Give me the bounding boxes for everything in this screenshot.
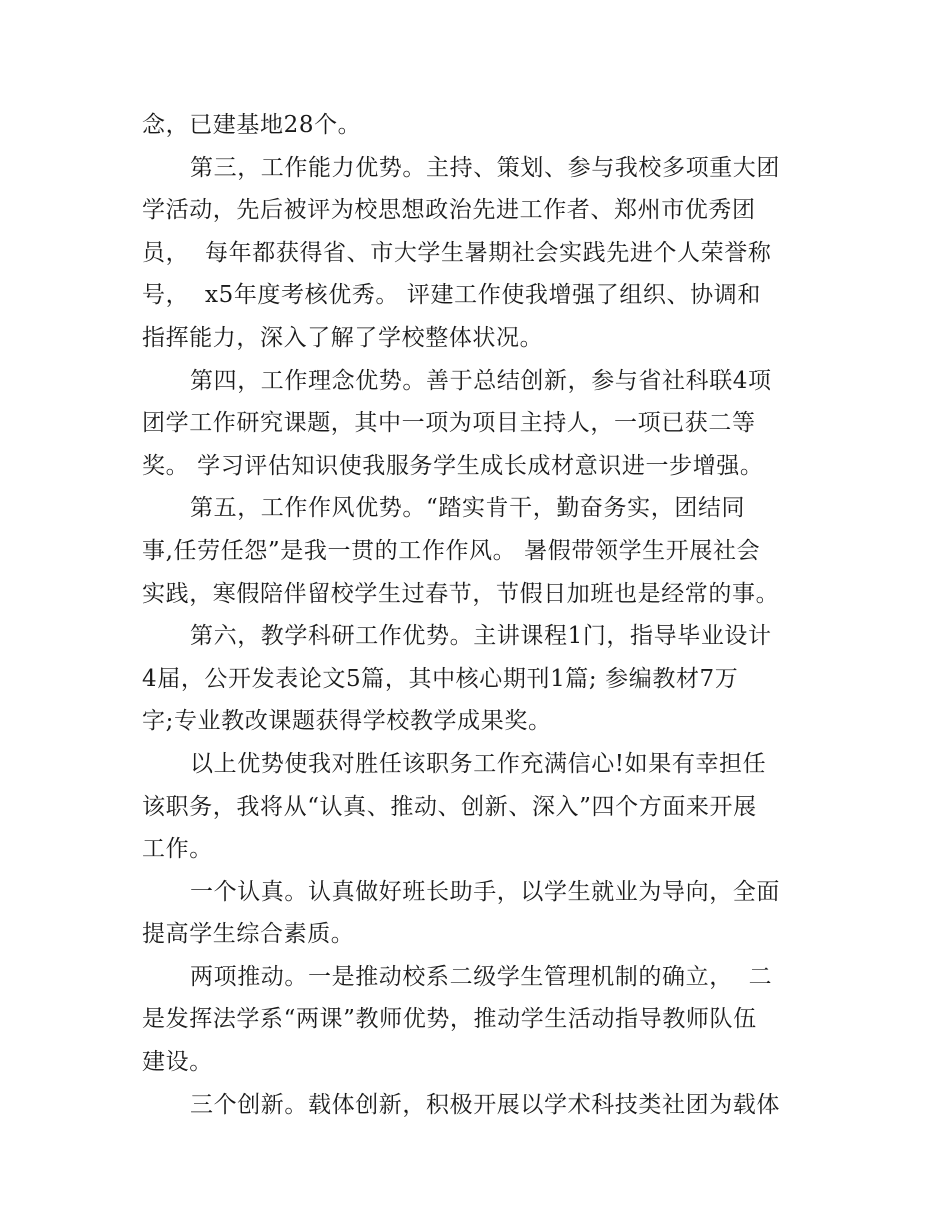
- text-line: 三个创新。载体创新，积极开展以学术科技类社团为载体: [190, 1091, 780, 1118]
- text-line: 工作。: [142, 836, 213, 863]
- text-line: 号， x5年度考核优秀。 评建工作使我增强了组织、协调和: [142, 282, 761, 309]
- text-line: 第四，工作理念优势。善于总结创新，参与省社科联4项: [190, 367, 772, 394]
- text-line: 团学工作研究课题，其中一项为项目主持人，一项已获二等: [142, 410, 756, 437]
- text-line: 4届，公开发表论文5篇，其中核心期刊1篇; 参编教材7万: [142, 665, 739, 692]
- text-line: 奖。 学习评估知识使我服务学生成长成材意识进一步增强。: [142, 452, 764, 479]
- text-line: 第六，教学科研工作优势。主讲课程1门，指导毕业设计: [190, 623, 772, 650]
- text-line: 该职务，我将从“认真、推动、创新、深入”四个方面来开展: [142, 793, 757, 820]
- text-line: 建设。: [142, 1049, 213, 1076]
- text-line: 第三，工作能力优势。主持、策划、参与我校多项重大团: [190, 154, 780, 181]
- text-line: 两项推动。一是推动校系二级学生管理机制的确立， 二: [190, 963, 773, 990]
- text-line: 实践，寒假陪伴留校学生过春节，节假日加班也是经常的事。: [142, 580, 780, 607]
- text-line: 一个认真。认真做好班长助手，以学生就业为导向，全面: [190, 878, 780, 905]
- text-line: 是发挥法学系“两课”教师优势，推动学生活动指导教师队伍: [142, 1006, 757, 1033]
- text-line: 以上优势使我对胜任该职务工作充满信心!如果有幸担任: [190, 750, 767, 777]
- text-line: 念，已建基地28个。: [142, 112, 362, 138]
- text-line: 第五，工作作风优势。“踏实肯干，勤奋务实，团结同: [190, 495, 746, 522]
- text-line: 指挥能力，深入了解了学校整体状况。: [142, 324, 544, 351]
- text-line: 事,任劳任怨”是我一贯的工作作风。 暑假带领学生开展社会: [142, 537, 761, 564]
- text-line: 员， 每年都获得省、市大学生暑期社会实践先进个人荣誉称: [142, 239, 772, 266]
- text-line: 提高学生综合素质。: [142, 921, 355, 948]
- text-line: 字;专业教改课题获得学校教学成果奖。: [142, 708, 552, 735]
- text-line: 学活动，先后被评为校思想政治先进工作者、郑州市优秀团: [142, 197, 756, 224]
- document-body: [142, 104, 814, 1126]
